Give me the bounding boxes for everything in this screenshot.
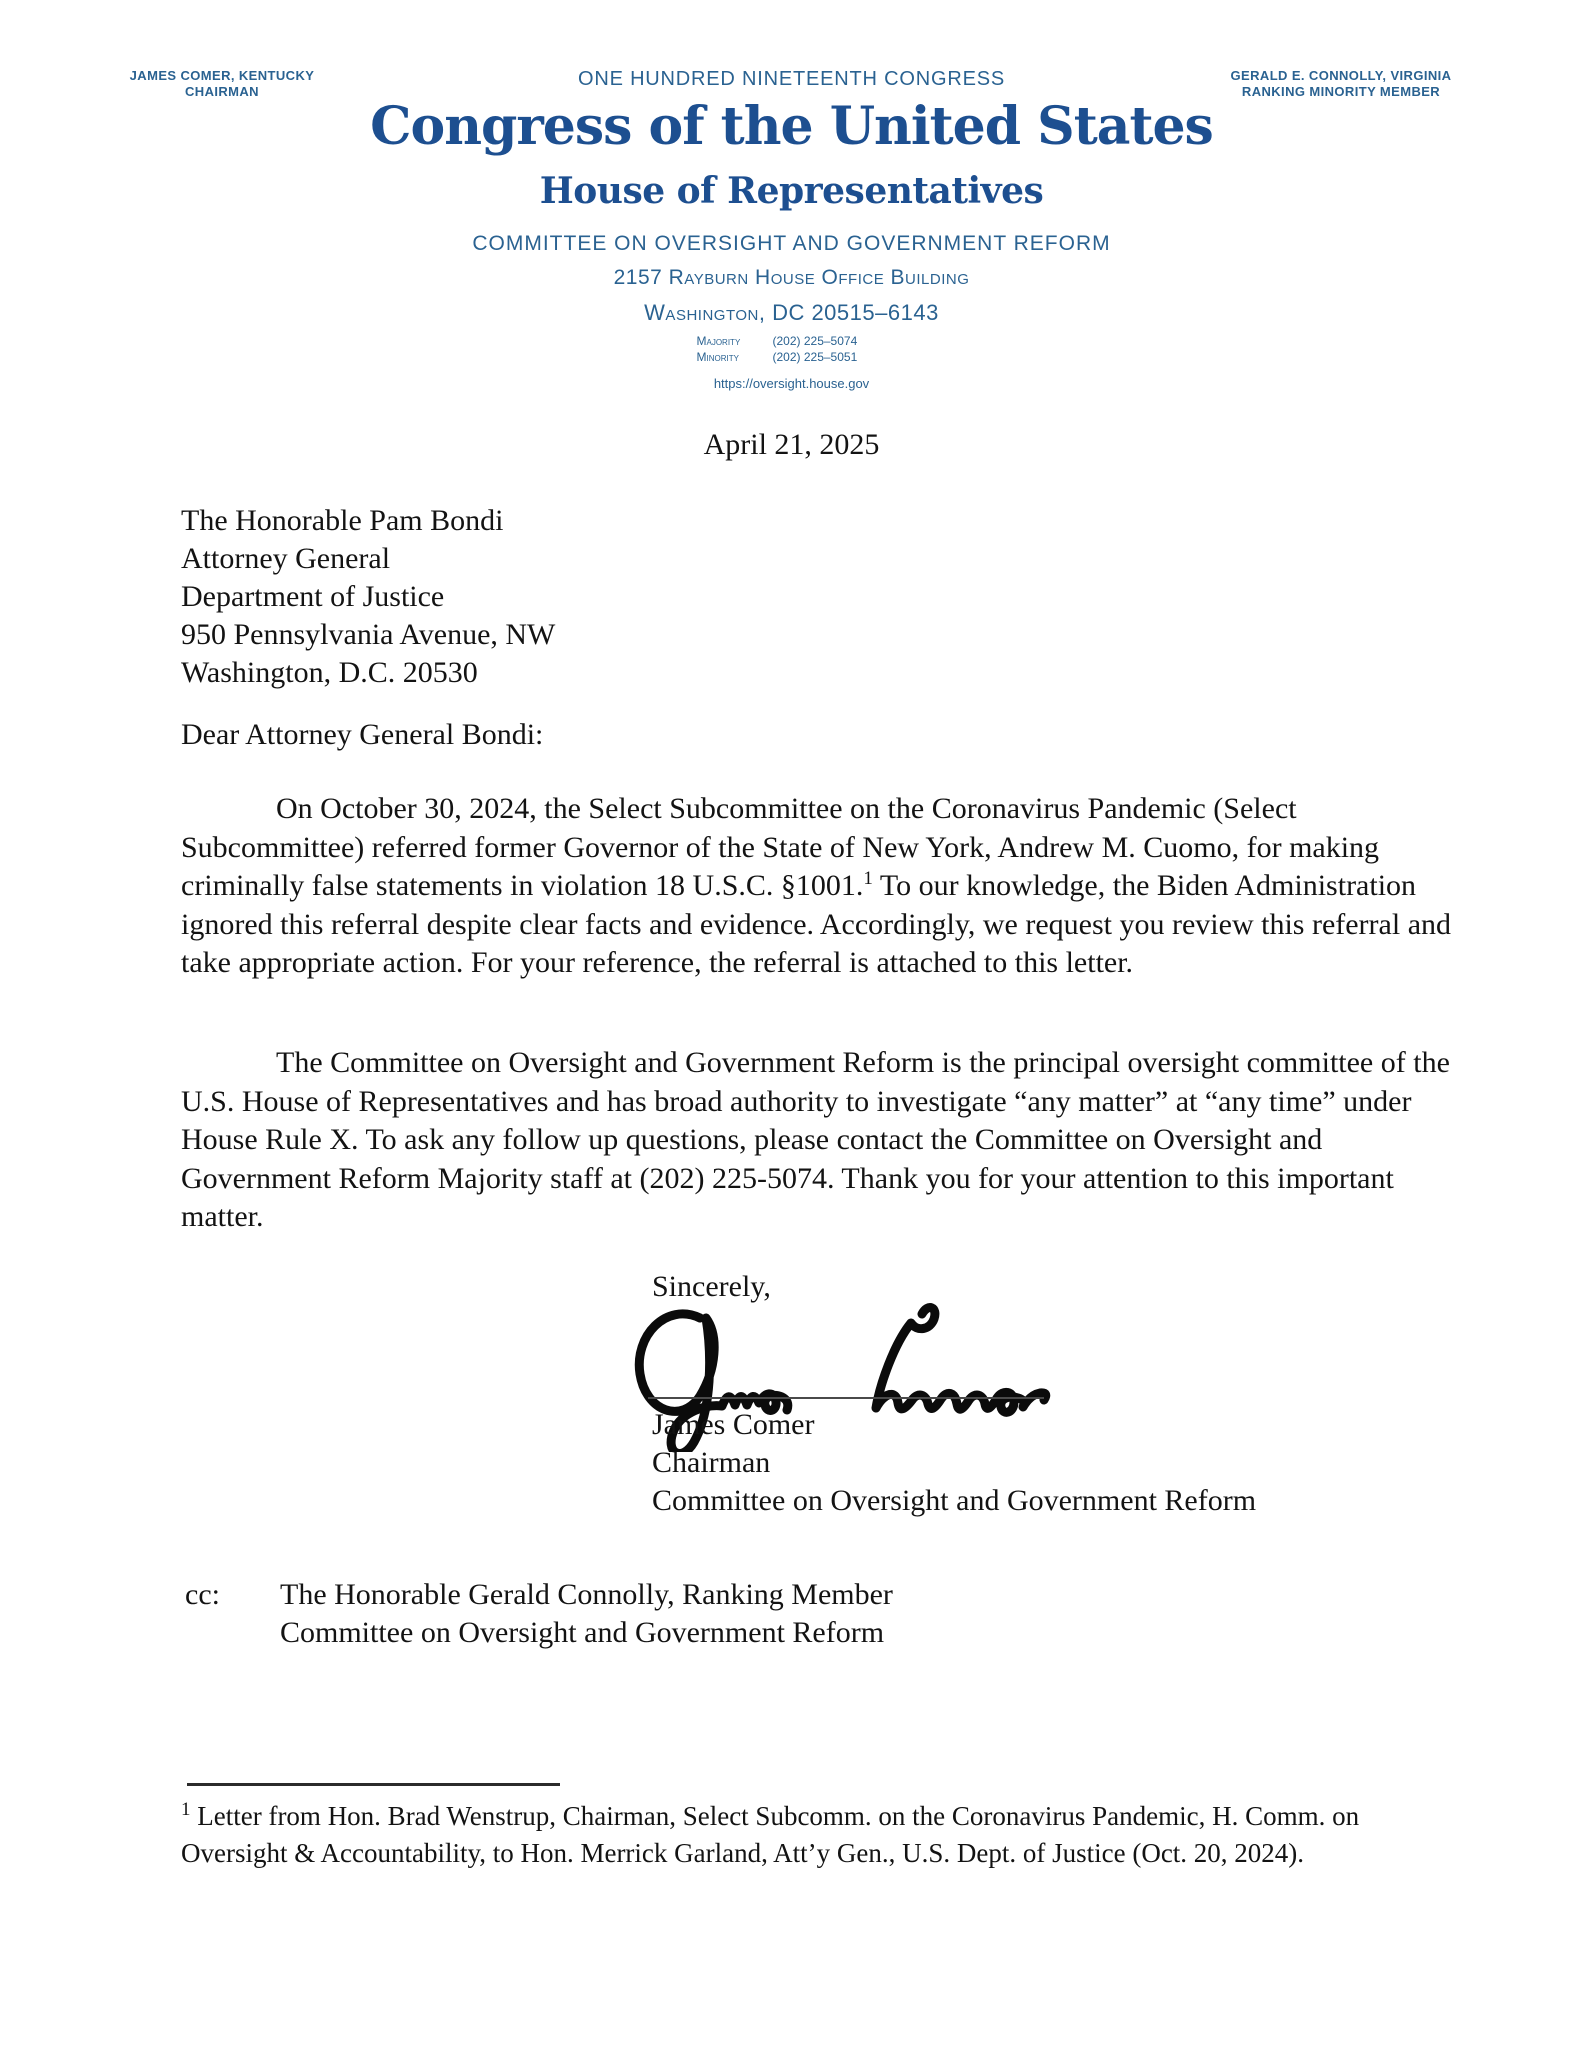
signer-title: Chairman [652, 1446, 771, 1479]
signer-name: James Comer [652, 1408, 815, 1441]
minority-phone-label: Minority [696, 350, 739, 364]
chairman-name: JAMES COMER, KENTUCKY [129, 68, 315, 83]
closing-salutation: Sincerely, [652, 1270, 771, 1303]
signer-organization: Committee on Oversight and Government Reform [652, 1484, 1257, 1517]
cc-block [185, 1576, 893, 1652]
committee-name: COMMITTEE ON OVERSIGHT AND GOVERNMENT REFORM [472, 232, 1111, 255]
footnote-divider [187, 1783, 560, 1786]
recipient-department: Department of Justice [181, 580, 445, 613]
body-paragraph-1 [181, 790, 1451, 983]
letter-date: April 21, 2025 [703, 428, 880, 461]
recipient-street: 950 Pennsylvania Avenue, NW [181, 618, 556, 651]
chairman-title: CHAIRMAN [185, 84, 259, 99]
cc-recipient-organization: Committee on Oversight and Government Reform [280, 1616, 885, 1649]
congress-session-line: ONE HUNDRED NINETEENTH CONGRESS [577, 68, 1006, 90]
ranking-member-title: RANKING MINORITY MEMBER [1241, 84, 1441, 99]
minority-phone-number: (202) 225–5051 [772, 350, 858, 364]
majority-phone-number: (202) 225–5074 [772, 334, 858, 348]
footnote-text: Letter from Hon. Brad Wenstrup, Chairman, Select Subcomm. on the Coronavirus Pandemic, H. Comm. on Oversight & Accountability, to Hon. Merrick Garland, Att’y Gen., U.S. Dept. of Justice (Oct. 20, 2024). [181, 1801, 1360, 1868]
recipient-address-block [181, 502, 1451, 692]
majority-phone-row [697, 334, 887, 348]
house-subtitle: House of Representatives [539, 170, 1044, 212]
paragraph-1-text-continued: To our knowledge, the Biden Administration ignored this referral despite clear facts and evidence. Accordingly, we request you review this referral and take appropriate action. For your reference, the referral is attached to this letter. [181, 869, 1452, 979]
footnote [181, 1798, 1361, 1872]
congress-title: Congress of the United States [370, 96, 1213, 157]
cc-recipients [280, 1576, 893, 1652]
committee-address-line2: Washington, DC 20515–6143 [644, 300, 939, 325]
committee-address-line1: 2157 Rayburn House Office Building [613, 266, 970, 289]
recipient-title: Attorney General [181, 542, 391, 575]
cc-recipient-name: The Honorable Gerald Connolly, Ranking Member [280, 1578, 893, 1611]
salutation: Dear Attorney General Bondi: [181, 718, 544, 751]
majority-phone-label: Majority [696, 334, 741, 348]
recipient-city: Washington, D.C. 20530 [181, 656, 478, 689]
minority-phone-row [697, 350, 887, 364]
phone-numbers [0, 334, 1583, 364]
cc-label: cc: [185, 1578, 220, 1611]
body-paragraph-2: The Committee on Oversight and Government Reform is the principal oversight committee of the U.S. House of Representatives and has broad authority to investigate “any matter” at “any time” under House Rule X. To ask any follow up questions, please contact the Committee on Oversight and Government Reform Majority staff at (202) 225-5074. Thank you for your attention to this important matter. [181, 1046, 1450, 1233]
signer-block [652, 1406, 1256, 1520]
committee-website-url: https://oversight.house.gov [713, 376, 870, 391]
ranking-member-name: GERALD E. CONNOLLY, VIRGINIA [1230, 68, 1452, 83]
recipient-name: The Honorable Pam Bondi [181, 504, 504, 537]
paragraph-1-text: On October 30, 2024, the Select Subcommittee on the Coronavirus Pandemic (Select Subcommittee) referred former Governor of the State of New York, Andrew M. Cuomo, for making criminally false statements in violation 18 U.S.C. §1001. [181, 792, 1380, 902]
footnote-reference-1: 1 [863, 868, 873, 889]
signature-line [648, 1397, 1044, 1399]
footnote-number: 1 [181, 1799, 191, 1820]
